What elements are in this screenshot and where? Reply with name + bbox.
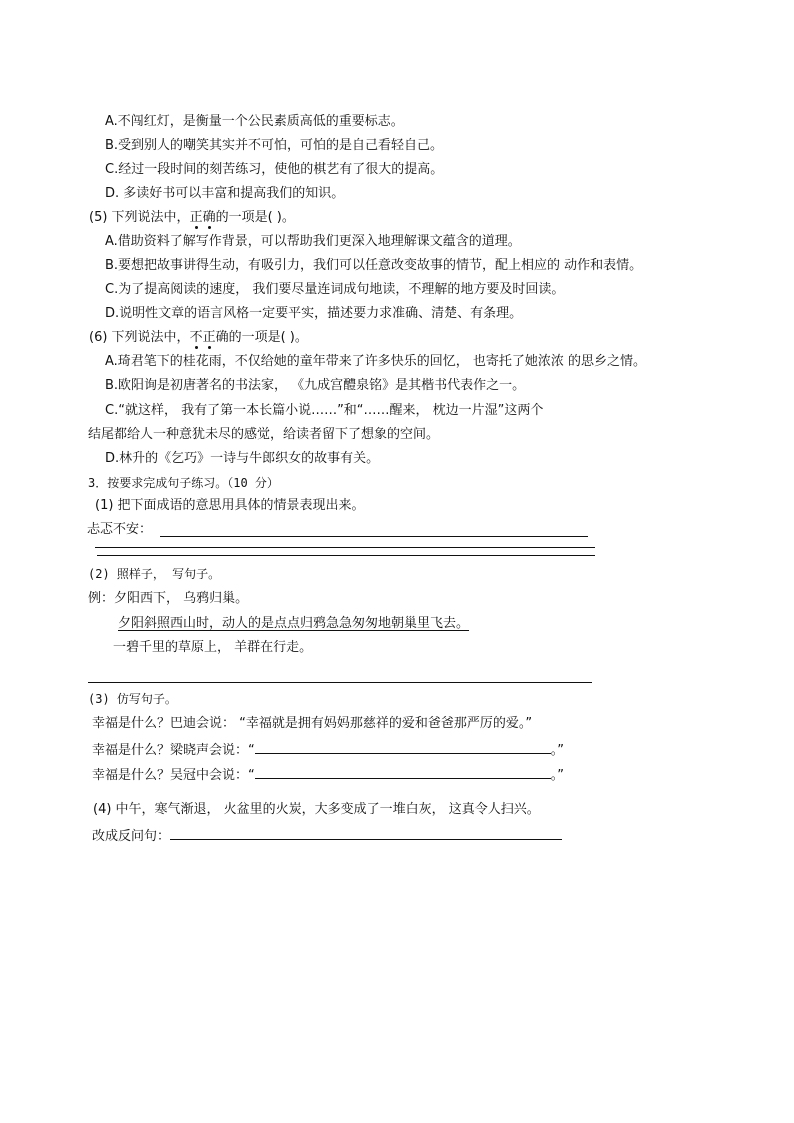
q4-option-a: A.不闯红灯，是衡量一个公民素质高低的重要标志。	[105, 114, 404, 129]
answer-line[interactable]	[160, 536, 588, 537]
rhetorical-question-line	[92, 827, 562, 845]
q6-stem	[89, 330, 308, 346]
q6-option-c-line1: C.“就这样， 我有了第一本长篇小说……”和“……醒来， 枕边一片湿”这两个	[105, 403, 544, 418]
q5-stem	[89, 210, 295, 226]
imitation-close: 。”	[550, 768, 564, 783]
section-3-title: 3．按要求完成句子练习。（10 分）	[88, 476, 279, 490]
part-1-instruction: (1) 把下面成语的意思用具体的情景表现出来。	[95, 498, 365, 513]
q6-stem-suffix: 确的一项是( )。	[215, 330, 308, 345]
idiom-label: 忐忑不安：	[87, 522, 153, 537]
part-4-sentence: (4) 中午，寒气渐退， 火盆里的火炭，大多变成了一堆白灰， 这真令人扫兴。	[93, 802, 540, 817]
answer-line[interactable]	[97, 555, 595, 556]
imitation-example: 幸福是什么？巴迪会说： “幸福就是拥有妈妈那慈祥的爱和爸爸那严厉的爱。”	[92, 716, 533, 731]
q4-option-d: D. 多读好书可以丰富和提高我们的知识。	[105, 186, 345, 201]
imitation-line-wu	[92, 766, 564, 784]
q6-option-b: B.欧阳询是初唐著名的书法家， 《九成宫醴泉铭》是其楷书代表作之一。	[105, 378, 526, 393]
q5-option-a: A.借助资料了解写作背景，可以帮助我们更深入地理解课文蕴含的道理。	[105, 234, 521, 249]
answer-blank[interactable]	[170, 827, 562, 840]
part-2-instruction: (2) 照样子， 写句子。	[88, 567, 221, 581]
model-sentence: 夕阳斜照西山时，动人的是点点归鸦急急匆匆地朝巢里飞去。	[118, 616, 470, 631]
q5-stem-suffix: 的一项是( )。	[215, 210, 295, 225]
q6-stem-prefix: (6) 下列说法中，	[89, 330, 190, 345]
imitation-line-liang	[92, 741, 564, 759]
q4-option-b: B.受到别人的嘲笑其实并不可怕，可怕的是自己看轻自己。	[105, 138, 444, 153]
practice-prompt: 一碧千里的草原上， 羊群在行走。	[113, 640, 313, 655]
rhetorical-label: 改成反问句：	[92, 829, 171, 844]
q6-option-d: D.林升的《乞巧》一诗与牛郎织女的故事有关。	[105, 451, 380, 466]
q6-emphasis-char: 不	[189, 330, 203, 345]
q4-option-c: C.经过一段时间的刻苦练习，使他的棋艺有了很大的提高。	[105, 162, 444, 177]
q6-emphasis-char: 正	[202, 330, 216, 345]
q6-option-c-line2: 结尾都给人一种意犹未尽的感觉，给读者留下了想象的空间。	[88, 427, 440, 442]
answer-blank[interactable]	[255, 741, 551, 754]
example-sentence: 例：夕阳西下， 乌鸦归巢。	[88, 591, 249, 606]
answer-line[interactable]	[88, 682, 592, 683]
answer-line[interactable]	[95, 547, 595, 548]
q5-option-d: D.说明性文章的语言风格一定要平实，描述要力求准确、清楚、有条理。	[105, 306, 523, 321]
q5-stem-prefix: (5) 下列说法中，	[89, 210, 190, 225]
q5-option-c: C.为了提高阅读的速度， 我们要尽量连词成句地读，不理解的地方要及时回读。	[105, 282, 565, 297]
imitation-prefix: 幸福是什么？吴冠中会说：“	[92, 768, 255, 783]
q5-emphasis-char: 确	[202, 210, 216, 225]
answer-blank[interactable]	[255, 766, 551, 779]
imitation-prefix: 幸福是什么？梁晓声会说：“	[92, 743, 255, 758]
q5-emphasis-char: 正	[189, 210, 203, 225]
q6-option-a: A.琦君笔下的桂花雨，不仅给她的童年带来了许多快乐的回忆， 也寄托了她浓浓 的思乡之情。	[105, 354, 647, 369]
imitation-close: 。”	[550, 743, 564, 758]
q5-option-b: B.要想把故事讲得生动，有吸引力，我们可以任意改变故事的情节，配上相应的 动作和表情。	[105, 258, 643, 273]
part-3-instruction: (3) 仿写句子。	[88, 692, 177, 706]
